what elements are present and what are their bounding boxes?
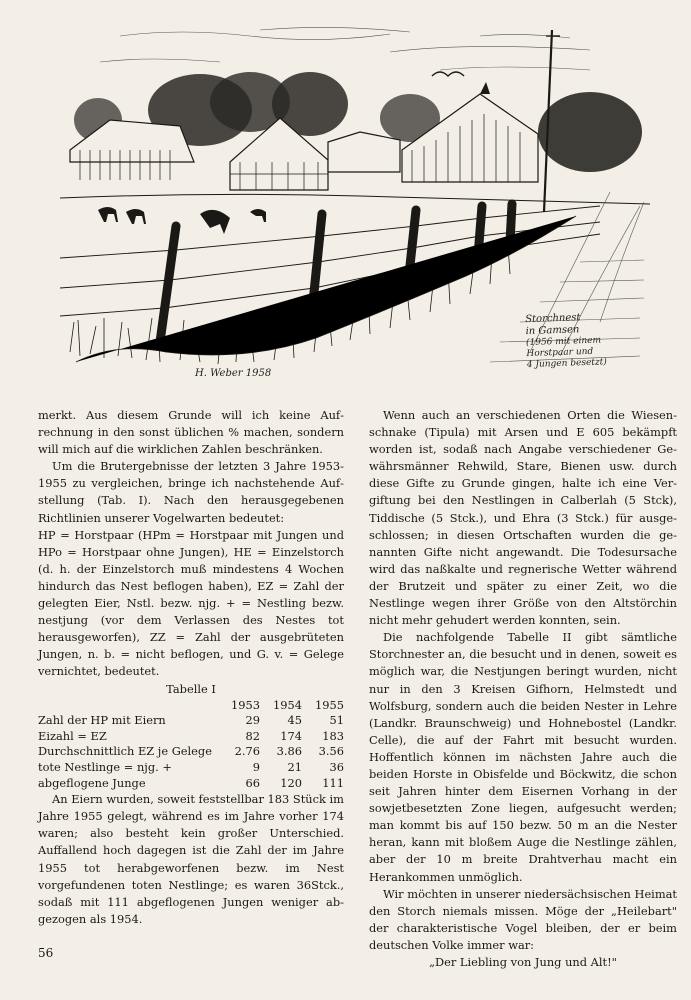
cell: 3.86 bbox=[276, 744, 302, 759]
cell: 3.56 bbox=[318, 744, 344, 759]
illustration-caption bbox=[525, 310, 647, 371]
row-label: tote Nestlinge = njg. + bbox=[38, 759, 172, 774]
table-row bbox=[38, 713, 344, 729]
cell: 66 bbox=[245, 775, 260, 790]
table-row bbox=[38, 776, 344, 792]
row-label: Durchschnittlich EZ je Gelege bbox=[38, 744, 212, 759]
table-row bbox=[38, 760, 344, 776]
cell: 183 bbox=[322, 728, 344, 743]
cell: 21 bbox=[287, 759, 302, 774]
artist-signature: H. Weber 1958 bbox=[195, 368, 272, 379]
cell: 120 bbox=[280, 775, 302, 790]
table-1 bbox=[38, 698, 344, 792]
caption-line: in Gamsen bbox=[525, 324, 580, 338]
caption-line: Horstpaar und bbox=[526, 346, 594, 360]
cell: 36 bbox=[329, 759, 344, 774]
table-header-year: 1954 bbox=[273, 697, 302, 712]
caption-line: (1956 mit einem bbox=[525, 335, 602, 349]
table-title: Tabelle I bbox=[166, 681, 216, 696]
cell: 2.76 bbox=[234, 744, 260, 759]
caption-line: Storchnest bbox=[525, 312, 581, 326]
paragraph: An Eiern wurden, soweit feststellbar 183 Stück im Jahre 1955 gelegt, während es im Jahre vorher 174 waren; also besteht kein großer Unterschied. Auffallend hoch dagegen ist die Zahl der im Jahre 1955 tot herabgeworfenen bezw. im Nest vorgefundenen toten Nestlinge; es waren 36Stck., sodaß mit 111 abgeflogenen Jungen weniger abgezogen als 1954. bbox=[38, 792, 344, 926]
caption-line: 4 Jungen besetzt) bbox=[526, 357, 608, 371]
paragraph: Um die Brutergebnisse der letzten 3 Jahre 1953-1955 zu vergleichen, bringe ich nachstehende Aufstellung (Tab. I). Nach den herausgegebenen Richtlinien unserer Vogelwarten bedeutet: bbox=[38, 459, 344, 525]
paragraph: Wenn auch an verschiedenen Orten die Wiesenschnake (Tipula) mit Arsen und E 605 bekämpft worden ist, sodaß nach Angabe verschiedener Gewährsmänner Rehwild, Stare, Bienen usw. durch diese Gifte zu Grunde gingen, halte ich eine Vergiftung bei den Nestlingen in Calberlah (5 Stck), Tiddische (5 Stck.), und Ehra (3 Stck.) für ausgeschlossen; in diesen Ortschaften wurden die genannten Gifte nicht angewandt. Die Todesursache wird das naßkalte und regnerische Wetter während der Brutzeit und später zu einer Zeit, wo die Nestlinge wegen ihrer Größe von den Altstörchin nicht mehr gehudert werden konnten, sein. bbox=[369, 408, 677, 628]
definitions-paragraph: HP = Horstpaar (HPm = Horstpaar mit Jungen und HPo = Horstpaar ohne Jungen), HE = Einzelstorch (d. h. der Einzelstorch muß mindestens 4 Wochen hindurch das Nest beflogen haben), EZ = Zahl der gelegten Eier, Nstl. bezw. njg. + = Nestling bezw. nestjung (vor dem Verlassen des Nestes tot herausgeworfen), ZZ = Zahl der ausgebrüteten Jungen, n. b. = nicht beflogen, und G. v. = Gelege vernichtet, bedeutet. bbox=[38, 527, 344, 679]
paragraph: Die nachfolgende Tabelle II gibt sämtliche Storchnester an, die besucht und in denen, soweit es möglich war, die Nestjungen beringt wurden, nicht nur in den 3 Kreisen Gifhorn, Helmstedt und Wolfsburg, sondern auch die beiden Nester in Lehre (Landkr. Braunschweig) und Hohnebostel (Landkr. Celle), die auf der Fahrt mit besucht wurden. Hoffentlich können im nächsten Jahre auch die beiden Horste in Obisfelde und Böckwitz, die schon seit Jahren hinter dem Eisernen Vorhang in der sowjetbesetzten Zone liegen, aufgesucht werden; man kommt bis auf 150 bezw. 50 m an die Nester heran, kann mit bloßem Auge die Nestlinge zählen, aber der 10 m breite Drahtverhau macht ein Herankommen unmöglich. bbox=[369, 630, 677, 884]
cell: 174 bbox=[280, 728, 302, 743]
page-number: 56 bbox=[38, 946, 54, 960]
table-row bbox=[38, 744, 344, 760]
table-header-year: 1953 bbox=[231, 697, 260, 712]
cell: 111 bbox=[322, 775, 344, 790]
cell: 9 bbox=[252, 759, 260, 774]
row-label: abgeflogene Junge bbox=[38, 775, 146, 790]
paragraph: Wir möchten in unserer niedersächsischen Heimat den Storch niemals missen. Möge der „Heilebart" der charakteristische Vogel bleiben, der er beim deutschen Volke immer war: bbox=[369, 886, 677, 952]
row-label: Zahl der HP mit Eiern bbox=[38, 713, 166, 728]
cell: 82 bbox=[245, 728, 260, 743]
right-column bbox=[369, 407, 677, 971]
cell: 29 bbox=[245, 713, 260, 728]
paragraph: merkt. Aus diesem Grunde will ich keine Aufrechnung in den sonst üblichen % machen, sondern will mich auf die wirklichen Zahlen beschränken. bbox=[38, 408, 344, 457]
cell: 45 bbox=[287, 713, 302, 728]
row-label: Eizahl = EZ bbox=[38, 728, 107, 743]
table-header-year: 1955 bbox=[315, 697, 344, 712]
table-row bbox=[38, 729, 344, 745]
closing-quote: „Der Liebling von Jung und Alt!" bbox=[429, 955, 617, 969]
cell: 51 bbox=[329, 713, 344, 728]
left-column bbox=[38, 407, 344, 928]
table-header-row bbox=[38, 698, 344, 714]
